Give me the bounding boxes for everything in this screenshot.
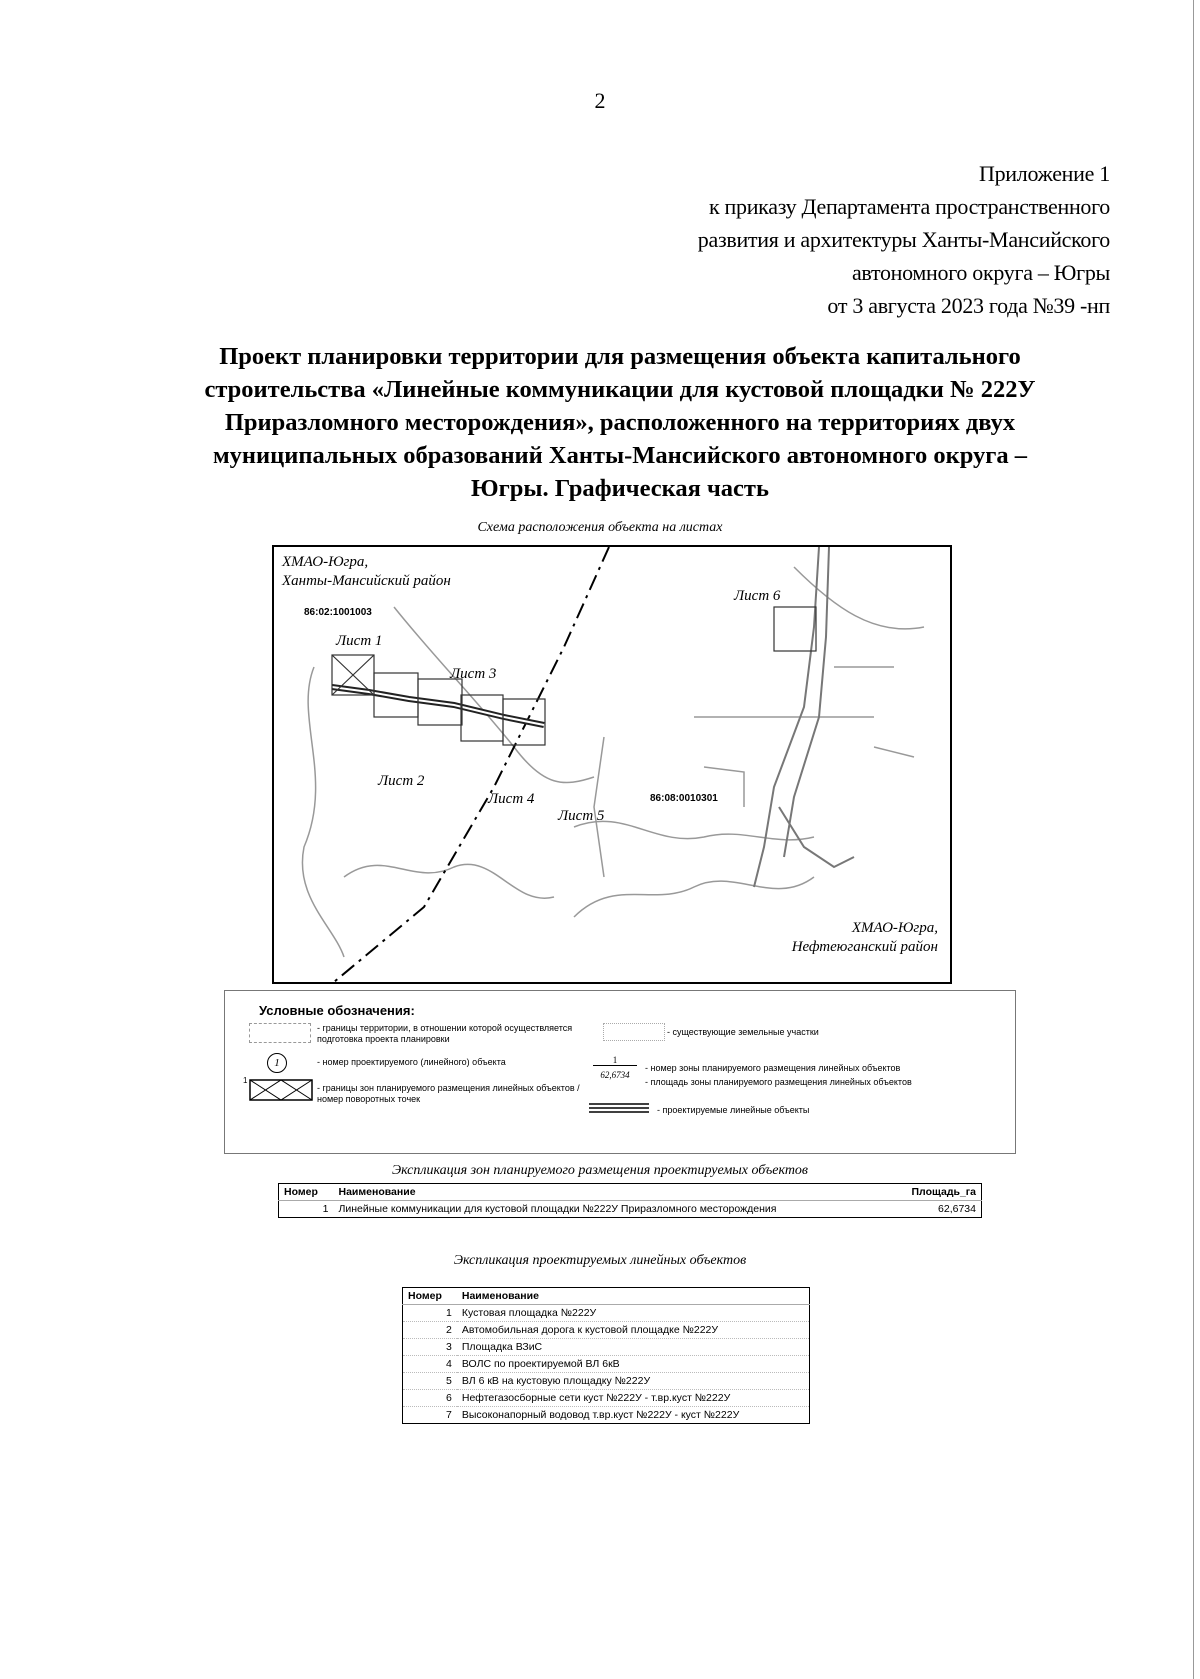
appendix-line: Приложение 1 [979, 161, 1110, 186]
cell-name: Кустовая площадка №222У [457, 1305, 810, 1322]
table-header-row [279, 1184, 982, 1201]
legend-item: - номер зоны планируемого размещения линейных объектов [645, 1063, 901, 1073]
title-line: Приразломного месторождения», расположенного на территориях двух [224, 409, 1016, 436]
column-header: Номер [403, 1288, 457, 1305]
column-header: Площадь_га [889, 1184, 982, 1201]
legend-title: Условные обозначения: [259, 1003, 415, 1018]
cell-number: 6 [403, 1390, 457, 1407]
column-header: Наименование [334, 1184, 889, 1201]
legend-item: - площадь зоны планируемого размещения линейных объектов [645, 1077, 912, 1087]
cell-name: Автомобильная дорога к кустовой площадке №222У [457, 1322, 810, 1339]
region-label-top [282, 553, 451, 591]
cell-number: 2 [403, 1322, 457, 1339]
title-line: Проект планировки территории для размещения объекта капитального [219, 343, 1021, 370]
appendix-line: от 3 августа 2023 года №39 -нп [827, 293, 1110, 318]
region-label-line: ХМАО-Югра, [851, 920, 938, 936]
title-line: Югры. Графическая часть [471, 475, 769, 502]
zone-area-symbol: 62,6734 [600, 1070, 630, 1080]
sheet-label: Лист 6 [734, 588, 781, 604]
table-row [403, 1322, 810, 1339]
cell-name: ВОЛС по проектируемой ВЛ 6кВ [457, 1356, 810, 1373]
cadastral-code: 86:02:1001003 [304, 607, 372, 618]
table-row [403, 1356, 810, 1373]
title-line: муниципальных образований Ханты-Мансийского автономного округа – [212, 442, 1028, 469]
column-header: Номер [279, 1184, 334, 1201]
cell-name: Линейные коммуникации для кустовой площадки №222У Приразломного месторождения [338, 1203, 777, 1215]
map-legend [224, 990, 1016, 1154]
legend-item: - существующие земельные участки [667, 1027, 819, 1037]
table2-caption: Экспликация проектируемых линейных объектов [453, 1253, 747, 1268]
table-row [279, 1201, 982, 1218]
zone-boundary-symbol [249, 1079, 313, 1101]
cadastral-code: 86:08:0010301 [650, 793, 718, 804]
linear-objects-symbol [589, 1101, 649, 1117]
cell-name: Нефтегазосборные сети куст №222У - т.вр.куст №222У [457, 1390, 810, 1407]
table-header-row [403, 1288, 810, 1305]
table-row [403, 1407, 810, 1424]
appendix-line: развития и архитектуры Ханты-Мансийского [697, 227, 1110, 252]
region-label-line: Нефтеюганский район [791, 939, 938, 955]
table-row [403, 1390, 810, 1407]
legend-item: - проектируемые линейные объекты [657, 1105, 810, 1115]
sheet-label: Лист 4 [488, 791, 535, 807]
cell-number: 3 [403, 1339, 457, 1356]
region-label-line: ХМАО-Югра, [282, 554, 369, 570]
table-row [403, 1305, 810, 1322]
cell-name: Высоконапорный водовод т.вр.куст №222У - куст №222У [457, 1407, 810, 1424]
column-header: Наименование [457, 1288, 810, 1305]
appendix-line: автономного округа – Югры [851, 260, 1110, 285]
object-number-symbol: 1 [267, 1053, 287, 1073]
sheet-label: Лист 1 [336, 633, 383, 649]
table-row [403, 1339, 810, 1356]
scan-edge-line [1193, 0, 1194, 1679]
title-line: строительства «Линейные коммуникации для кустовой площадки № 222У [204, 376, 1036, 403]
cell-number: 1 [403, 1305, 457, 1322]
legend-item: - границы зон планируемого размещения линейных объектов / номер поворотных точек [317, 1083, 580, 1104]
document-title [150, 340, 1090, 505]
sheet-label: Лист 5 [558, 808, 605, 824]
territory-boundary-symbol [249, 1023, 311, 1043]
table1-caption: Экспликация зон планируемого размещения проектируемых объектов [391, 1163, 809, 1178]
cell-area: 62,6734 [938, 1203, 976, 1215]
region-label-bottom [792, 919, 938, 957]
zone-number-symbol: 1 [593, 1055, 637, 1066]
cell-number: 4 [403, 1356, 457, 1373]
scheme-caption: Схема расположения объекта на листах [477, 520, 723, 535]
location-scheme-map [272, 545, 952, 984]
page-number: 2 [594, 88, 606, 113]
cell-name: Площадка ВЗиС [457, 1339, 810, 1356]
legend-item: - номер проектируемого (линейного) объекта [317, 1057, 506, 1067]
sheet-label: Лист 2 [378, 773, 425, 789]
map-drawing [274, 547, 950, 982]
turning-point-number: 1 [243, 1076, 248, 1085]
linear-objects-table [402, 1287, 810, 1424]
region-label-line: Ханты-Мансийский район [282, 573, 451, 589]
legend-item: - границы территории, в отношении которой осуществляется подготовка проекта планировки [317, 1023, 573, 1044]
sheet-label: Лист 3 [450, 666, 497, 682]
zones-table [278, 1183, 982, 1218]
cell-number: 7 [403, 1407, 457, 1424]
table-row [403, 1373, 810, 1390]
appendix-header [698, 157, 1110, 322]
cell-name: ВЛ 6 кВ на кустовую площадку №222У [457, 1373, 810, 1390]
land-plots-symbol [603, 1023, 665, 1041]
appendix-line: к приказу Департамента пространственного [708, 194, 1110, 219]
cell-number: 5 [403, 1373, 457, 1390]
cell-number: 1 [322, 1203, 329, 1215]
